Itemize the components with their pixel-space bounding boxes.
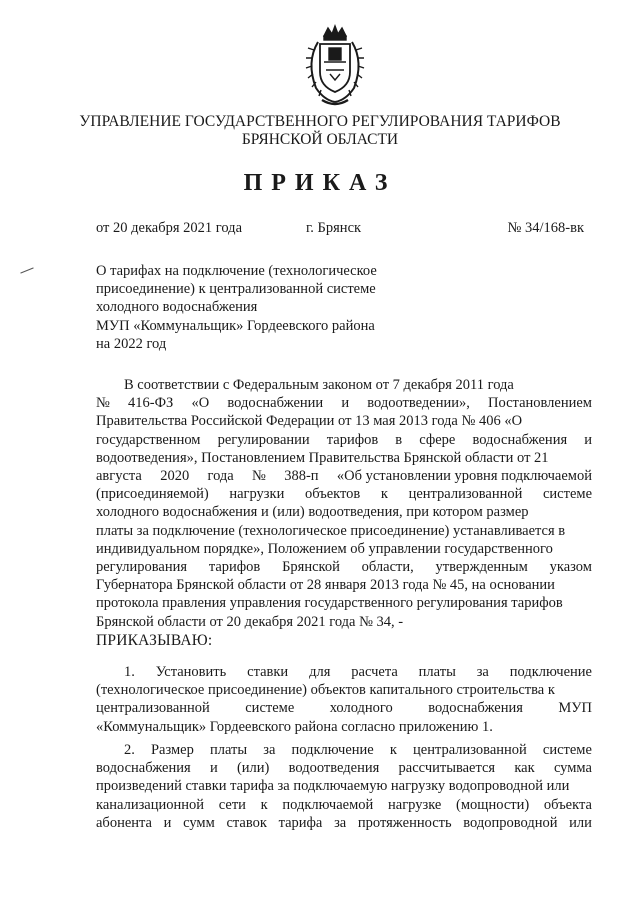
- paragraph-word: (технологическое присоединение) объектов капитального строительства к: [96, 682, 555, 699]
- paragraph-word: платы за подключение (технологическое присоединение) устанавливается в: [96, 522, 566, 539]
- paragraph-word: Размер: [150, 742, 194, 758]
- paragraph-word: (присоединяемой): [96, 486, 209, 503]
- paragraph-word: в: [395, 431, 403, 448]
- paragraph-word: водопроводной: [463, 814, 558, 831]
- order-number: № 34/168-вк: [507, 220, 584, 236]
- paragraph-line: [96, 485, 592, 503]
- paragraph-word: нагрузки: [229, 486, 285, 503]
- paragraph-word: 2.: [124, 742, 135, 758]
- document-title: ПРИКАЗ: [243, 170, 397, 196]
- paragraph-word: системе: [542, 742, 592, 758]
- paragraph-word: «Коммунальщик» Гордеевского района согласно приложению 1.: [96, 718, 493, 735]
- paragraph-word: ставки: [247, 664, 289, 680]
- paragraph-word: августа: [96, 468, 142, 485]
- paragraph-line: [96, 394, 592, 412]
- paragraph-line: [96, 540, 592, 558]
- subject-line: на 2022 год: [96, 335, 167, 352]
- paragraph-word: (или): [236, 760, 270, 777]
- paragraph-word: тарифа: [278, 814, 323, 831]
- paragraph-line: [96, 741, 592, 759]
- paragraph-line: [96, 503, 592, 521]
- paragraph-word: холодного: [329, 700, 393, 717]
- paragraph-word: ставок: [226, 814, 267, 831]
- margin-mark: [20, 267, 33, 273]
- paragraph-line: [96, 681, 592, 699]
- paragraph-line: [96, 594, 592, 612]
- paragraph-word: протокола правления управления государственного регулирования тарифов: [96, 595, 563, 612]
- organization-name-line-2: БРЯНСКОЙ ОБЛАСТИ: [241, 131, 399, 148]
- paragraph-line: [96, 431, 592, 449]
- paragraph-word: водоснабжении: [227, 395, 324, 412]
- paragraph-word: «Об установлении уровня подключаемой: [336, 468, 592, 485]
- paragraph-word: МУП: [558, 700, 592, 717]
- paragraph-word: Брянской области от 20 декабря 2021 года № 34, -: [96, 613, 404, 630]
- paragraph-word: протяженность: [357, 814, 452, 831]
- paragraph-line: [96, 814, 592, 832]
- paragraph-word: водоотведения: [288, 760, 380, 777]
- organization-name-line-1: УПРАВЛЕНИЕ ГОСУДАРСТВЕННОГО РЕГУЛИРОВАНИЯ ТАРИФОВ: [79, 113, 561, 130]
- paragraph-word: Брянской: [282, 559, 340, 576]
- paragraph-word: года: [207, 468, 234, 485]
- paragraph-word: подключение: [291, 742, 374, 758]
- paragraph-word: для: [309, 664, 331, 680]
- subject-line: МУП «Коммунальщик» Гордеевского района: [96, 317, 375, 334]
- paragraph-word: В соответствии с Федеральным законом от 7 декабря 2011 года: [124, 377, 514, 393]
- paragraph-word: водоснабжения: [472, 431, 568, 448]
- paragraph-line: [96, 522, 592, 540]
- paragraph-word: водоснабжения: [428, 700, 523, 717]
- item-1-paragraph: [96, 663, 592, 736]
- paragraph-line: [96, 376, 592, 394]
- paragraph-line: [96, 796, 592, 814]
- paragraph-word: за: [334, 814, 347, 831]
- paragraph-word: централизованной: [408, 486, 523, 503]
- paragraph-word: канализационной: [96, 796, 205, 813]
- paragraph-word: холодного водоснабжения и (или) водоотведения, при котором размер: [96, 504, 529, 521]
- paragraph-word: сумма: [553, 760, 592, 777]
- subject-line: присоединение) к централизованной системе: [96, 281, 376, 298]
- paragraph-word: к: [380, 486, 388, 503]
- paragraph-word: подключение: [509, 664, 592, 680]
- paragraph-word: подключаемой: [282, 796, 374, 813]
- paragraph-word: области,: [361, 559, 414, 576]
- paragraph-word: водоотведении»,: [367, 395, 470, 412]
- paragraph-word: утвержденным: [435, 559, 528, 576]
- paragraph-word: Губернатора Брянской области от 28 января 2013 года № 45, на основании: [96, 577, 555, 594]
- paragraph-word: объектов: [304, 486, 361, 503]
- paragraph-word: и: [584, 431, 592, 448]
- paragraph-line: [96, 777, 592, 795]
- paragraph-word: системе: [245, 700, 295, 717]
- paragraph-word: расчета: [351, 664, 398, 680]
- paragraph-word: и: [209, 760, 218, 777]
- paragraph-word: объекта: [543, 796, 592, 813]
- paragraph-word: рассчитывается: [398, 760, 496, 777]
- paragraph-line: [96, 576, 592, 594]
- paragraph-word: нагрузке: [388, 796, 442, 813]
- paragraph-word: сети: [218, 796, 246, 813]
- paragraph-word: Установить: [155, 664, 227, 680]
- paragraph-line: [96, 412, 592, 430]
- coat-of-arms-icon: [300, 22, 370, 110]
- order-subject: [96, 262, 406, 353]
- subject-line: О тарифах на подключение (технологическое: [96, 263, 377, 279]
- subject-line: холодного водоснабжения: [96, 299, 258, 316]
- paragraph-word: №: [252, 468, 266, 485]
- paragraph-word: произведений ставки тарифа за подключаемую нагрузку водопроводной или: [96, 778, 570, 795]
- paragraph-word: системе: [542, 486, 592, 503]
- paragraph-word: за: [263, 742, 276, 758]
- order-city: г. Брянск: [306, 220, 362, 236]
- paragraph-word: к: [260, 796, 268, 813]
- paragraph-word: централизованной: [96, 700, 210, 717]
- paragraph-line: [96, 699, 592, 717]
- paragraph-word: «О: [191, 395, 210, 412]
- paragraph-line: [96, 449, 592, 467]
- paragraph-word: 416-ФЗ: [128, 395, 174, 412]
- paragraph-line: [96, 718, 592, 736]
- paragraph-line: [96, 759, 592, 777]
- paragraph-word: №: [96, 395, 110, 412]
- paragraph-word: индивидуальном порядке», Положением об управлении государственного: [96, 540, 553, 557]
- paragraph-word: Правительства Российской Федерации от 13 мая 2013 года № 406 «О: [96, 413, 523, 430]
- paragraph-word: регулировании: [217, 431, 310, 448]
- paragraph-word: Постановлением: [488, 395, 592, 412]
- paragraph-word: 1.: [124, 664, 135, 680]
- paragraph-word: 2020: [160, 468, 190, 485]
- paragraph-word: тарифов: [326, 431, 379, 448]
- paragraph-word: водоснабжения: [96, 760, 191, 777]
- order-word: ПРИКАЗЫВАЮ:: [96, 632, 213, 649]
- item-2-paragraph: [96, 741, 592, 832]
- paragraph-line: [96, 467, 592, 485]
- paragraph-word: водоотведения», Постановлением Правительства Брянской области от 21: [96, 449, 549, 466]
- paragraph-word: абонента: [96, 814, 152, 831]
- order-date: от 20 декабря 2021 года: [96, 220, 242, 236]
- paragraph-word: сумм: [183, 814, 215, 831]
- paragraph-word: за: [476, 664, 489, 680]
- paragraph-word: сфере: [419, 431, 456, 448]
- paragraph-word: платы: [209, 742, 248, 758]
- paragraph-line: [96, 558, 592, 576]
- paragraph-line: [96, 663, 592, 681]
- paragraph-word: централизованной: [413, 742, 527, 758]
- paragraph-line: [96, 613, 592, 631]
- paragraph-word: как: [514, 760, 535, 777]
- paragraph-word: 388-п: [284, 468, 319, 485]
- paragraph-word: и: [163, 814, 172, 831]
- paragraph-word: к: [389, 742, 397, 758]
- preamble-paragraph: [96, 376, 592, 631]
- paragraph-word: указом: [549, 559, 592, 576]
- paragraph-word: и: [341, 395, 350, 412]
- paragraph-word: (мощности): [456, 796, 530, 813]
- paragraph-word: государственном: [96, 431, 201, 448]
- paragraph-word: регулирования: [96, 559, 188, 576]
- paragraph-word: тарифов: [208, 559, 261, 576]
- paragraph-word: или: [569, 814, 592, 831]
- paragraph-word: платы: [418, 664, 456, 680]
